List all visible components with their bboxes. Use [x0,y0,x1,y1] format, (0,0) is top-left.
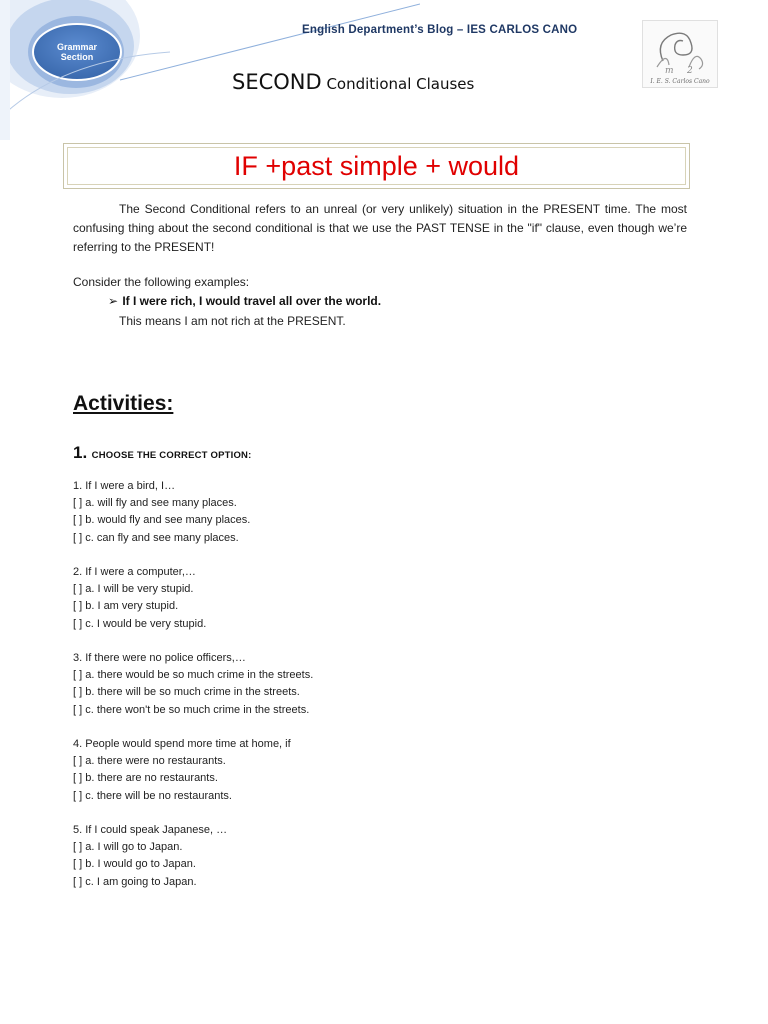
option-checkbox[interactable]: [ ] a. there would be so much crime in the streets. [73,669,314,682]
logo-caption: I. E. S. Carlos Cano [650,78,710,85]
question-list [73,478,313,908]
badge-line-2: Section [60,52,94,62]
svg-text:2: 2 [687,66,693,76]
question-prompt: 5. If I could speak Japanese, … [73,824,228,836]
option-checkbox[interactable]: [ ] b. would fly and see many places. [73,514,251,527]
svg-text:m: m [665,66,674,76]
formula-text: IF +past simple + would [233,150,520,181]
title-main: SECOND [232,70,322,94]
option-checkbox[interactable]: [ ] c. there will be no restaurants. [73,789,232,802]
question-5 [73,822,313,891]
example-bullet [108,294,381,308]
option-checkbox[interactable]: [ ] c. I would be very stupid. [73,617,207,630]
exercise-number: 1. [73,443,88,462]
intro-paragraph [73,200,687,257]
option-checkbox[interactable]: [ ] c. there won't be so much crime in the streets. [73,703,310,716]
question-prompt: 2. If I were a computer,… [73,566,196,578]
option-checkbox[interactable]: [ ] a. will fly and see many places. [73,497,237,510]
option-checkbox[interactable]: [ ] c. can fly and see many places. [73,531,239,544]
option-checkbox[interactable]: [ ] a. I will be very stupid. [73,583,194,596]
exercise-instruction: CHOOSE THE CORRECT OPTION: [91,450,252,461]
option-checkbox[interactable]: [ ] b. I would go to Japan. [73,858,196,871]
option-checkbox[interactable]: [ ] b. there are no restaurants. [73,772,218,785]
option-checkbox[interactable]: [ ] b. I am very stupid. [73,600,179,613]
question-2 [73,564,313,633]
formula-box [63,143,690,189]
example-meaning: This means I am not rich at the PRESENT. [119,314,346,328]
option-checkbox[interactable]: [ ] c. I am going to Japan. [73,875,197,888]
activities-heading: Activities: [73,392,174,415]
question-1 [73,478,313,547]
question-prompt: 3. If there were no police officers,… [73,652,246,664]
consider-text: Consider the following examples: [73,275,250,289]
intro-paragraph-text: The Second Conditional refers to an unreal (or very unlikely) situation in the PRESENT time. The most confusing thing about the second conditional is that we use the PAST TENSE in the "if" clause, even though we’re referring to the PRESENT! [73,202,687,254]
option-checkbox[interactable]: [ ] a. I will go to Japan. [73,841,183,854]
blog-title: English Department’s Blog – IES CARLOS CANO [302,24,578,36]
option-checkbox[interactable]: [ ] a. there were no restaurants. [73,755,226,768]
school-logo [642,20,718,88]
option-checkbox[interactable]: [ ] b. there will be so much crime in the streets. [73,686,300,699]
page-title [232,70,474,94]
title-rest: Conditional Clauses [321,75,475,93]
badge-line-1: Grammar [56,42,98,52]
question-4 [73,736,313,805]
example-sentence: If I were rich, I would travel all over the world. [122,294,382,308]
question-prompt: 4. People would spend more time at home, if [73,738,291,750]
school-logo-icon [643,21,717,79]
question-prompt: 1. If I were a bird, I… [73,480,176,492]
grammar-section-badge [34,26,120,78]
arrow-bullet-icon: ➢ [108,294,119,308]
exercise-heading [73,443,252,463]
question-3 [73,650,313,719]
